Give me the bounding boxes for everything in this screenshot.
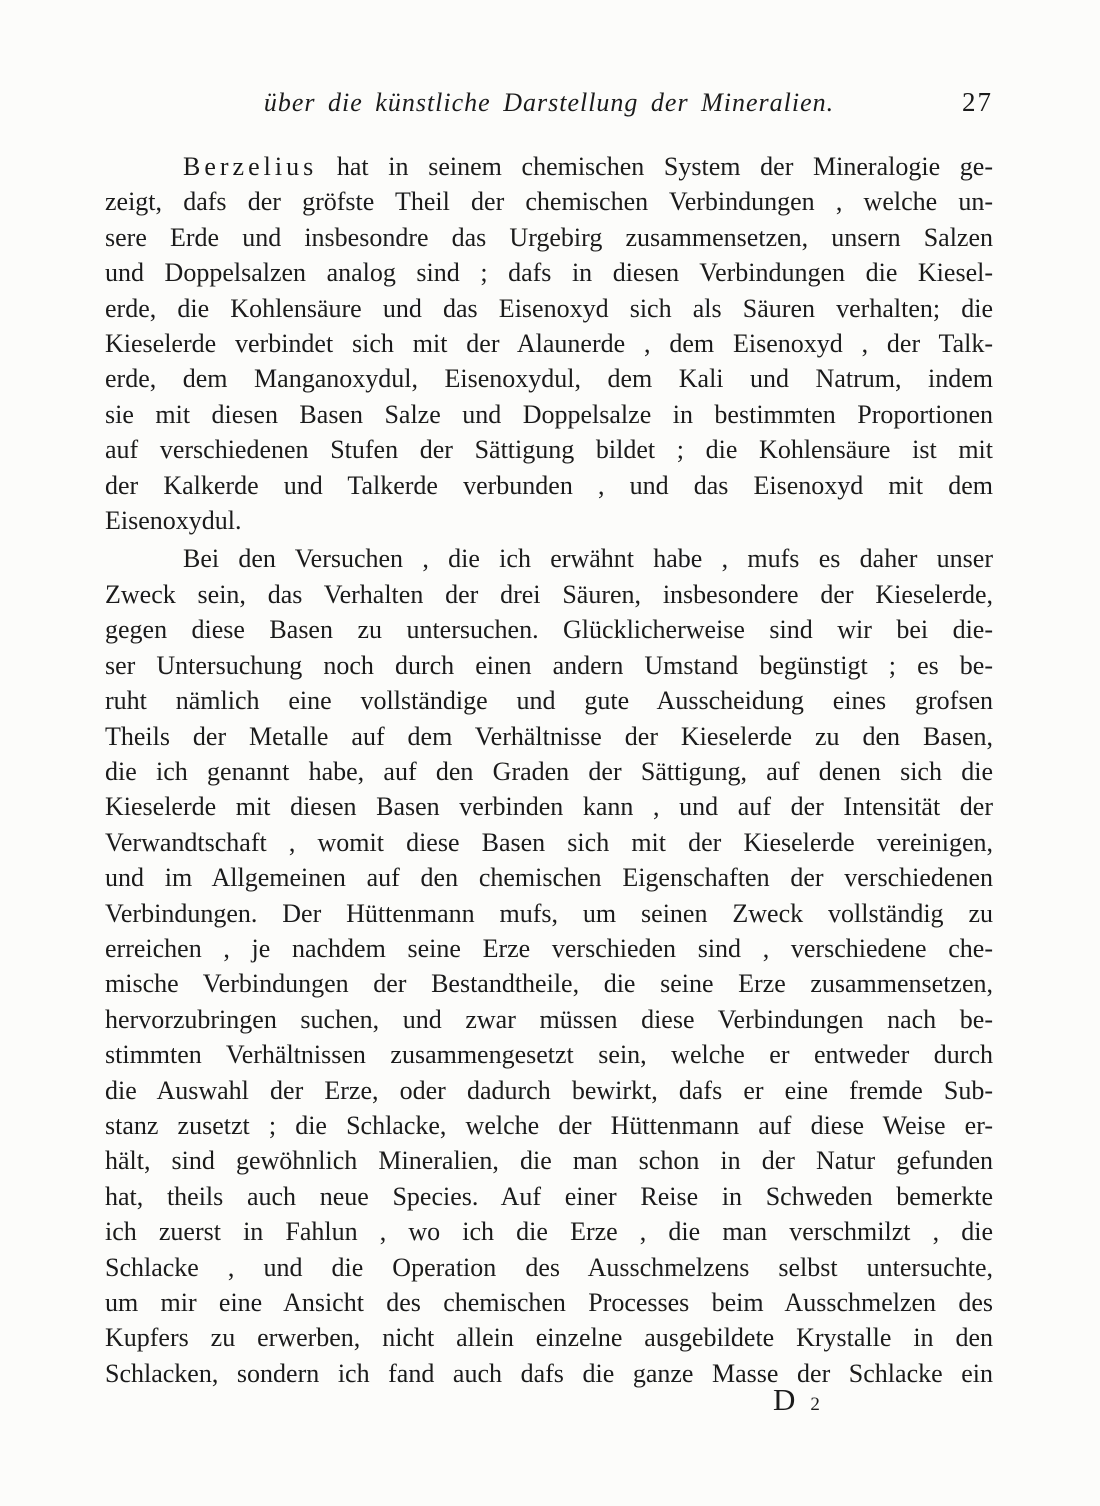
text-line: Eisenoxydul. <box>105 506 242 536</box>
text-line: Theils der Metalle auf dem Verhältnisse der Kieselerde zu den Basen, <box>105 721 993 751</box>
text-line: sere Erde und insbesondre das Urgebirg zusammensetzen, unsern Salzen <box>105 222 993 252</box>
text-line: gegen diese Basen zu untersuchen. Glücklicherweise sind wir bei die- <box>105 615 993 645</box>
text-line: ruht nämlich eine vollständige und gute Ausscheidung eines grofsen <box>105 686 993 716</box>
text-line: um mir eine Ansicht des chemischen Processes beim Ausschmelzen des <box>105 1288 993 1317</box>
text-line: sie mit diesen Basen Salze und Doppelsalze in bestimmten Proportionen <box>105 399 993 429</box>
signature-mark <box>773 1382 820 1423</box>
text-line: Zweck sein, das Verhalten der drei Säuren, insbesondere der Kieselerde, <box>105 579 993 609</box>
text-line: hält, sind gewöhnlich Mineralien, die man schon in der Natur gefunden <box>105 1146 993 1176</box>
text-line: zeigt, dafs der gröfste Theil der chemischen Verbindungen , welche un- <box>105 187 993 217</box>
text-line: und im Allgemeinen auf den chemischen Eigenschaften der verschiedenen <box>105 863 993 893</box>
text-line: stimmten Verhältnissen zusammengesetzt sein, welche er entweder durch <box>105 1040 993 1070</box>
text-line: und Doppelsalzen analog sind ; dafs in diesen Verbindungen die Kiesel- <box>105 258 993 288</box>
text-line: mische Verbindungen der Bestandtheile, die seine Erze zusammensetzen, <box>105 969 993 999</box>
text-line: ser Untersuchung noch durch einen andern Umstand begünstigt ; es be- <box>105 650 993 680</box>
text-run: hat in seinem chemischen System der Mineralogie ge- <box>317 152 993 181</box>
text-line: Kieselerde mit diesen Basen verbinden kann , und auf der Intensität der <box>105 792 993 822</box>
text-line: erde, dem Manganoxydul, Eisenoxydul, dem Kali und Natrum, indem <box>105 364 993 394</box>
signature-number: 2 <box>810 1394 820 1415</box>
signature-letter: D <box>773 1382 796 1417</box>
page-number: 27 <box>962 87 993 117</box>
text-line: der Kalkerde und Talkerde verbunden , und das Eisenoxyd mit dem <box>105 470 993 500</box>
text-line: ich zuerst in Fahlun , wo ich die Erze , die man verschmilzt , die <box>105 1217 993 1247</box>
text-line: auf verschiedenen Stufen der Sättigung bildet ; die Kohlensäure ist mit <box>105 435 993 465</box>
letterspaced-word: Berzelius <box>183 152 318 181</box>
text-line: die ich genannt habe, auf den Graden der Sättigung, auf denen sich die <box>105 756 993 786</box>
paragraph <box>105 149 993 538</box>
text-line: Kupfers zu erwerben, nicht allein einzelne ausgebildete Krystalle in den <box>105 1323 993 1353</box>
text-line: Verbindungen. Der Hüttenmann mufs, um seinen Zweck vollständig zu <box>105 898 993 928</box>
body-text <box>105 149 993 1391</box>
running-title: über die künstliche Darstellung der Mineralien. <box>263 88 835 117</box>
text-line: Schlacke , und die Operation des Ausschmelzens selbst untersuchte, <box>105 1252 993 1282</box>
paragraph <box>105 541 993 1391</box>
text-line: stanz zusetzt ; die Schlacke, welche der Hüttenmann auf diese Weise er- <box>105 1110 993 1140</box>
text-line: Schlacken, sondern ich fand auch dafs die ganze Masse der Schlacke ein <box>105 1358 993 1388</box>
text-line <box>105 149 993 184</box>
text-line: erde, die Kohlensäure und das Eisenoxyd sich als Säuren verhalten; die <box>105 293 993 323</box>
text-line: Bei den Versuchen , die ich erwähnt habe , mufs es daher unser <box>183 544 993 574</box>
text-line: hervorzubringen suchen, und zwar müssen diese Verbindungen nach be- <box>105 1004 993 1034</box>
text-line: erreichen , je nachdem seine Erze verschieden sind , verschiedene che- <box>105 933 993 963</box>
text-line: hat, theils auch neue Species. Auf einer Reise in Schweden bemerkte <box>105 1181 993 1211</box>
page-header <box>105 88 993 130</box>
text-line: Verwandtschaft , womit diese Basen sich mit der Kieselerde vereinigen, <box>105 827 993 857</box>
text-line: die Auswahl der Erze, oder dadurch bewirkt, dafs er eine fremde Sub- <box>105 1075 993 1105</box>
text-line: Kieselerde verbindet sich mit der Alaunerde , dem Eisenoxyd , der Talk- <box>105 329 993 359</box>
